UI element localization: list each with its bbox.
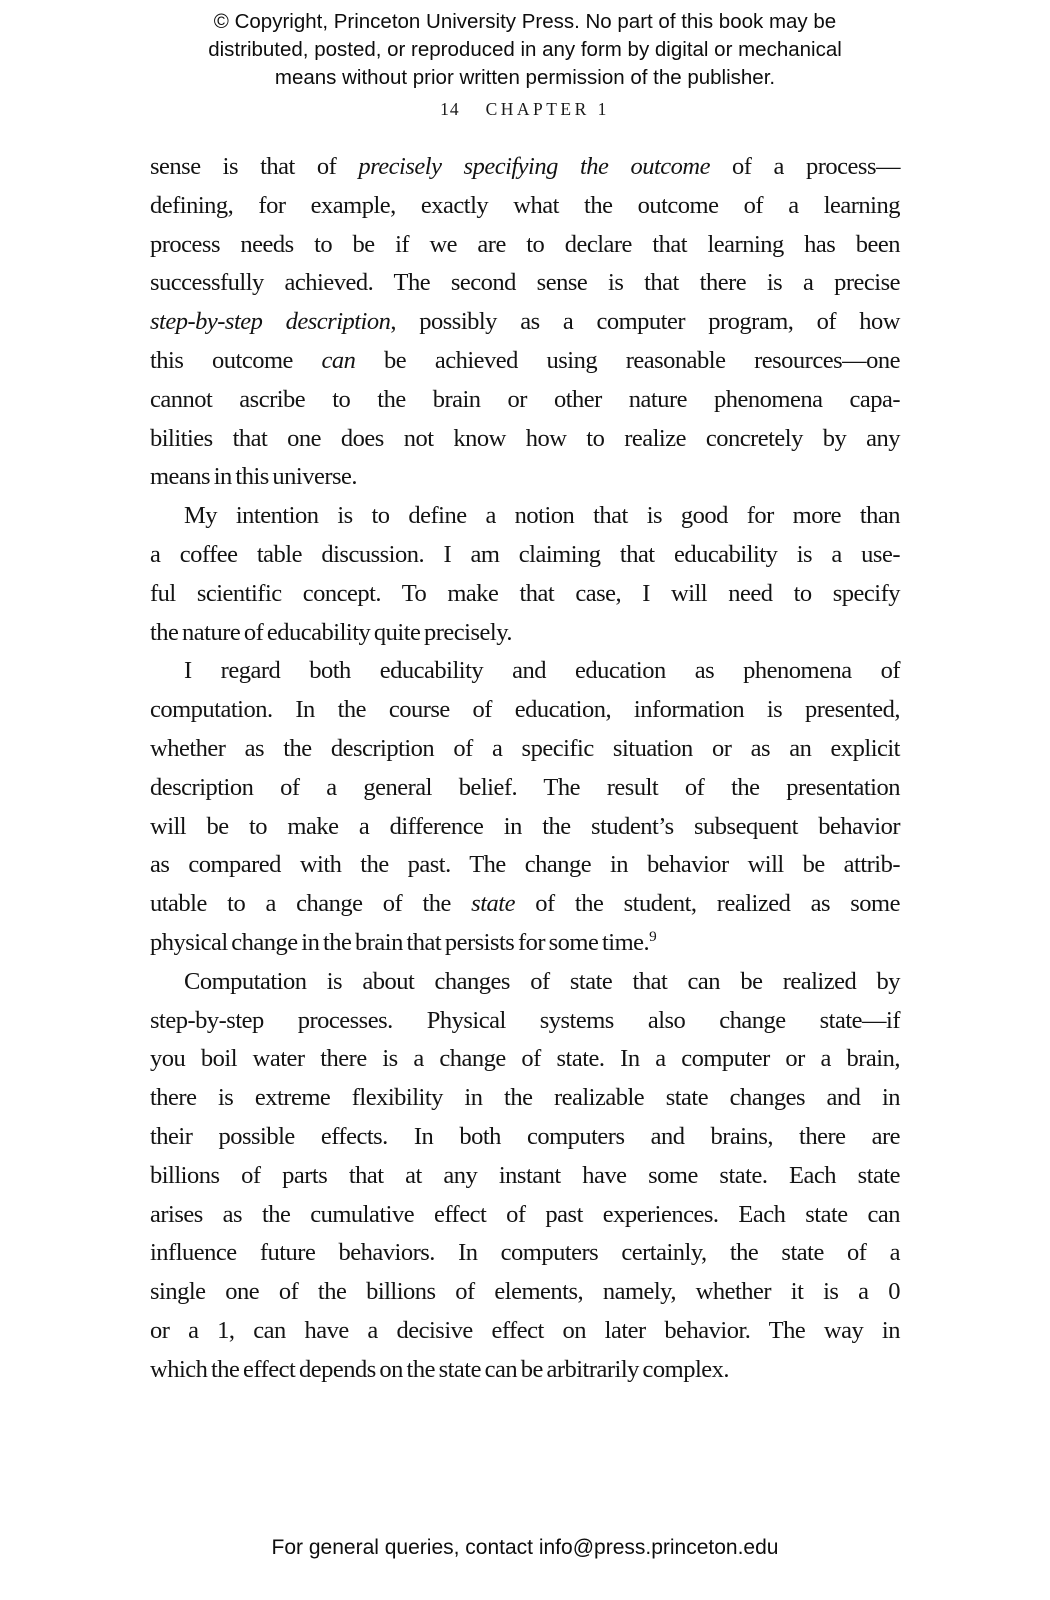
emphasis-text: precisely specifying the outcome <box>358 153 710 180</box>
footer-contact: For general queries, contact info@press.princeton.edu <box>271 1536 779 1559</box>
text-segment: there is extreme flexibility in the realizable state changes and in <box>150 1084 900 1112</box>
text-segment: you boil water there is a change of state. In a computer or a brain, <box>150 1045 900 1073</box>
text-segment: be achieved using reasonable resources—one <box>355 346 901 374</box>
page-number: 14 <box>440 99 460 119</box>
text-segment: or a 1, can have a decisive effect on later behavior. The way in <box>150 1316 900 1344</box>
text-segment: cannot ascribe to the brain or other nature phenomena capa- <box>150 385 900 413</box>
copyright-notice <box>0 8 1050 92</box>
text-segment: their possible effects. In both computers and brains, there are <box>150 1122 900 1150</box>
text-segment: means in this universe. <box>150 463 358 491</box>
text-segment: will be to make a difference in the student’s subsequent behavior <box>150 812 900 840</box>
text-segment: influence future behaviors. In computers certainly, the state of a <box>150 1239 900 1267</box>
text-line <box>150 691 900 730</box>
text-segment: the nature of educability quite precisely. <box>150 618 512 646</box>
text-line <box>150 1040 900 1079</box>
text-line <box>150 1196 900 1235</box>
text-line <box>150 769 900 808</box>
text-line <box>150 381 900 420</box>
copyright-line: means without prior written permission of the publisher. <box>274 66 776 89</box>
text-line <box>150 846 900 885</box>
text-segment: process needs to be if we are to declare that learning has been <box>150 230 900 258</box>
text-segment: I regard both educability and education as phenomena of <box>184 657 900 685</box>
text-line <box>150 963 900 1002</box>
text-line <box>150 226 900 265</box>
text-segment: , possibly as a computer program, of how <box>390 308 900 336</box>
text-line <box>150 885 900 924</box>
text-line <box>150 342 900 381</box>
text-line <box>150 1312 900 1351</box>
text-line <box>150 924 900 963</box>
emphasis-text: step-by-step description <box>150 308 391 336</box>
text-line <box>150 1234 900 1273</box>
running-head <box>0 99 1050 120</box>
text-segment: ful scientific concept. To make that case, I will need to specify <box>150 579 900 607</box>
text-segment: successfully achieved. The second sense is that there is a precise <box>150 269 900 297</box>
text-line <box>150 303 900 342</box>
text-line <box>150 187 900 226</box>
text-segment: billions of parts that at any instant have some state. Each state <box>150 1161 900 1189</box>
text-line <box>150 730 900 769</box>
copyright-line: distributed, posted, or reproduced in any form by digital or mechanical <box>208 38 842 61</box>
text-line <box>150 575 900 614</box>
footnote-marker: 9 <box>649 927 657 945</box>
text-segment: single one of the billions of elements, namely, whether it is a 0 <box>150 1278 900 1306</box>
body-text <box>150 148 900 1390</box>
text-segment: step-by-step processes. Physical systems also change state—if <box>150 1006 900 1034</box>
text-line <box>150 497 900 536</box>
text-line <box>150 148 900 187</box>
text-line <box>150 458 900 497</box>
text-line <box>150 536 900 575</box>
text-segment: which the effect depends on the state can be arbitrarily complex. <box>150 1355 730 1383</box>
text-segment: My intention is to define a notion that is good for more than <box>184 502 900 530</box>
text-line <box>150 614 900 653</box>
text-line <box>150 808 900 847</box>
text-segment: as compared with the past. The change in behavior will be attrib- <box>150 851 900 879</box>
text-segment: sense is that of <box>150 153 359 180</box>
text-segment: description of a general belief. The result of the presentation <box>150 773 900 801</box>
text-line <box>150 652 900 691</box>
text-segment: physical change in the brain that persists for some time. <box>150 928 650 956</box>
text-line <box>150 1079 900 1118</box>
text-line <box>150 1118 900 1157</box>
text-line <box>150 420 900 459</box>
text-segment: bilities that one does not know how to realize concretely by any <box>150 424 900 452</box>
text-segment: computation. In the course of education, information is presented, <box>150 696 900 724</box>
copyright-line: © Copyright, Princeton University Press. No part of this book may be <box>213 10 837 33</box>
emphasis-text: can <box>321 346 356 374</box>
text-line <box>150 1002 900 1041</box>
text-segment: this outcome <box>150 346 322 374</box>
text-segment: of the student, realized as some <box>514 890 900 918</box>
text-segment: of a process— <box>709 153 900 180</box>
chapter-heading: CHAPTER 1 <box>485 99 610 119</box>
emphasis-text: state <box>471 890 515 918</box>
text-segment: utable to a change of the <box>150 890 472 918</box>
text-segment: whether as the description of a specific situation or as an explicit <box>150 734 900 762</box>
text-line <box>150 1157 900 1196</box>
text-segment: Computation is about changes of state that can be realized by <box>184 967 900 995</box>
text-line <box>150 264 900 303</box>
text-segment: a coffee table discussion. I am claiming that educability is a use- <box>150 540 900 568</box>
text-line <box>150 1273 900 1312</box>
text-segment: arises as the cumulative effect of past experiences. Each state can <box>150 1200 900 1228</box>
text-segment: defining, for example, exactly what the outcome of a learning <box>150 191 900 219</box>
text-line <box>150 1351 900 1390</box>
